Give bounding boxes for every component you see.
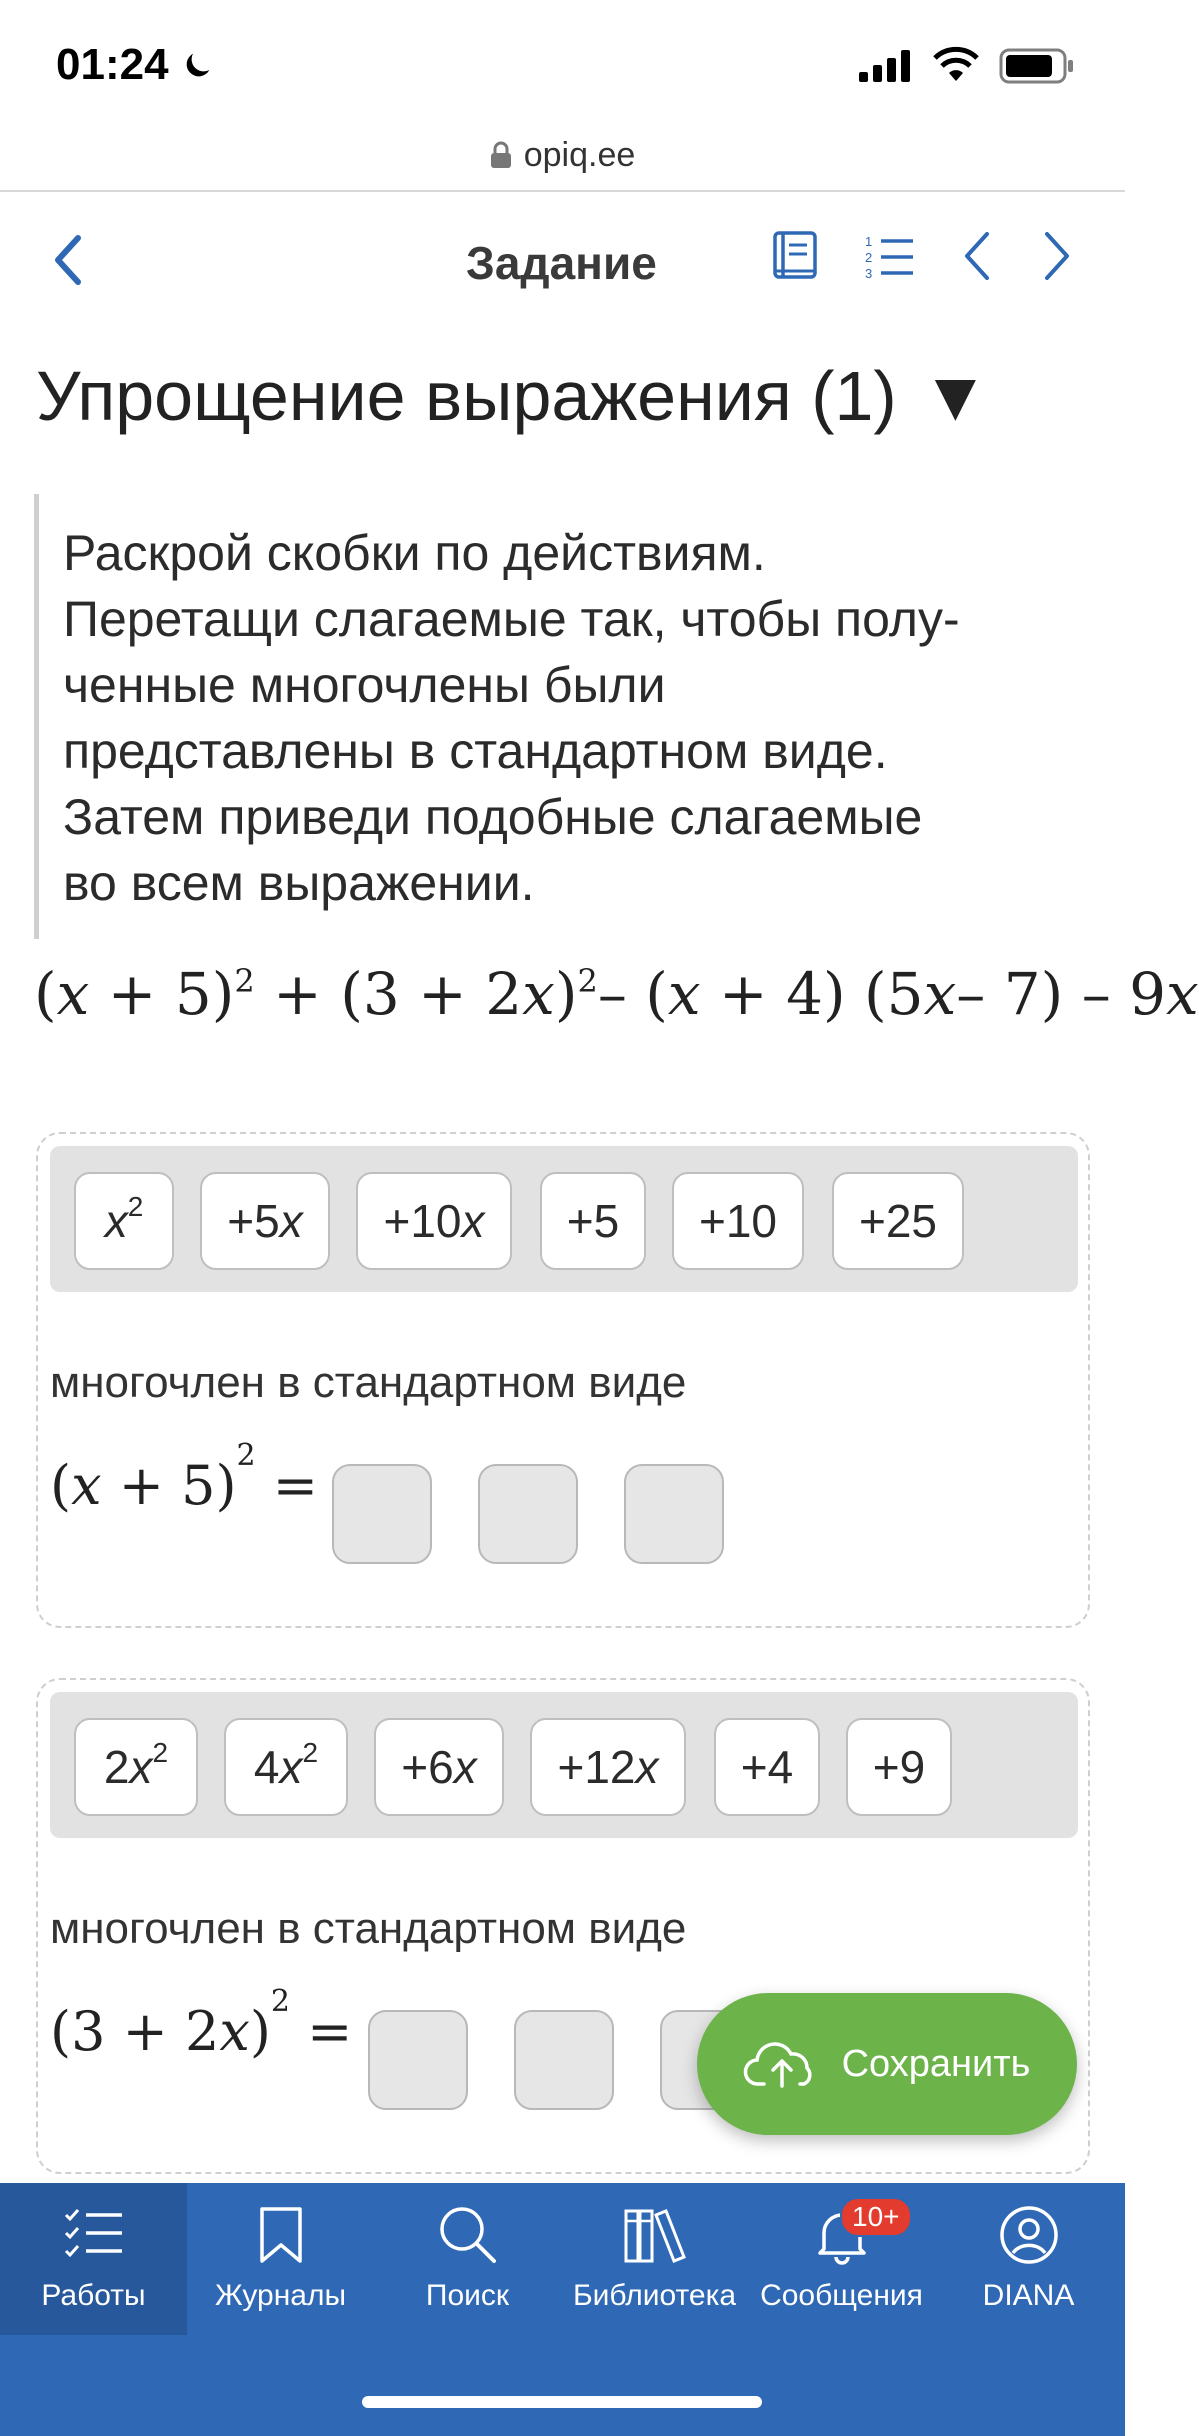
- moon-icon: [181, 48, 215, 82]
- tab-profile[interactable]: [935, 2183, 1122, 2335]
- numbered-list-icon[interactable]: [863, 232, 915, 280]
- chevron-left-icon: [48, 230, 88, 290]
- cloud-upload-icon: [744, 2038, 820, 2090]
- term-tile[interactable]: x $^2$: [74, 1172, 174, 1270]
- wifi-icon: [933, 49, 979, 83]
- drop-slot[interactable]: [624, 1464, 724, 1564]
- user-icon: [999, 2205, 1059, 2265]
- save-button-label: Сохранить: [841, 2042, 1031, 2085]
- instruction-line: Затем приведи подобные слагаемые: [63, 789, 923, 845]
- term-tiles: [50, 1692, 1078, 1838]
- instruction-line: ченные многочлены были: [63, 657, 666, 713]
- term-tile[interactable]: +12 x: [530, 1718, 686, 1816]
- nav-actions: [771, 228, 1075, 284]
- math-expression: $(x + 5)^2 + (3 + 2x)^2-$ (x + 4) (5x– 7) – 9x: [34, 960, 1199, 1028]
- chevron-left-icon[interactable]: [959, 228, 995, 284]
- notification-badge: 10+: [840, 2197, 912, 2237]
- instruction-line: представлены в стандартном виде.: [63, 723, 888, 779]
- clock-time: 01:24: [56, 40, 169, 89]
- home-indicator[interactable]: [362, 2396, 762, 2408]
- tab-label: Работы: [41, 2279, 146, 2312]
- term-tile[interactable]: +10: [672, 1172, 804, 1270]
- drop-slot[interactable]: [514, 2010, 614, 2110]
- back-button[interactable]: [48, 230, 88, 295]
- tab-label: DIANA: [982, 2279, 1075, 2312]
- tab-label: Сообщения: [760, 2279, 923, 2312]
- tab-label: Библиотека: [572, 2279, 737, 2312]
- book-icon[interactable]: [771, 230, 819, 282]
- term-tile[interactable]: +5 x: [200, 1172, 330, 1270]
- library-icon: [622, 2205, 688, 2265]
- task-label: многочлен в стандартном виде: [50, 1904, 687, 1953]
- page-title-text: Упрощение выражения (1): [36, 357, 897, 435]
- dropdown-arrow-icon: ▼: [920, 357, 991, 435]
- page-title[interactable]: [36, 356, 990, 436]
- term-tile[interactable]: +10 x: [356, 1172, 512, 1270]
- bookmark-icon: [256, 2205, 306, 2265]
- address-bar[interactable]: [0, 118, 1125, 192]
- svg-text:2: 2: [865, 250, 873, 265]
- save-button[interactable]: [697, 1993, 1077, 2135]
- divider: [0, 190, 1125, 192]
- term-tile[interactable]: +5: [540, 1172, 646, 1270]
- tab-journals[interactable]: [187, 2183, 374, 2335]
- tab-search[interactable]: [374, 2183, 561, 2335]
- svg-text:1: 1: [865, 234, 873, 249]
- term-tile[interactable]: +6 x: [374, 1718, 504, 1816]
- tab-library[interactable]: [561, 2183, 748, 2335]
- svg-text:3: 3: [865, 266, 873, 281]
- drop-slot[interactable]: [368, 2010, 468, 2110]
- status-time: [56, 40, 215, 90]
- url-text: opiq.ee: [523, 135, 636, 174]
- checklist-icon: [62, 2205, 126, 2265]
- task-label: многочлен в стандартном виде: [50, 1358, 687, 1407]
- term-tile[interactable]: 4 x $^2$: [224, 1718, 348, 1816]
- term-tiles: [50, 1146, 1078, 1292]
- drop-slot[interactable]: [332, 1464, 432, 1564]
- tab-works[interactable]: [0, 2183, 187, 2335]
- term-tile[interactable]: +25: [832, 1172, 964, 1270]
- term-tile[interactable]: 2 x $^2$: [74, 1718, 198, 1816]
- instruction-line: Раскрой скобки по действиям.: [63, 525, 766, 581]
- search-icon: [438, 2205, 498, 2265]
- battery-icon: [999, 48, 1075, 84]
- tab-label: Поиск: [425, 2279, 510, 2312]
- nav-header: [0, 200, 1125, 320]
- equation-prefix: $(x + 5)^2$ =: [50, 1438, 319, 1517]
- status-indicators: [859, 48, 1075, 84]
- equation-prefix: $(3 + 2x)^2$ =: [50, 1984, 353, 2063]
- lock-icon: [490, 141, 512, 169]
- signal-icon: [859, 50, 913, 82]
- drop-slot[interactable]: [478, 1464, 578, 1564]
- nav-title: Задание: [466, 237, 657, 289]
- term-tile[interactable]: +4: [714, 1718, 820, 1816]
- instructions: [34, 494, 1094, 939]
- status-bar: [0, 0, 1125, 130]
- instruction-line: Перетащи слагаемые так, чтобы полу-: [63, 591, 960, 647]
- instruction-line: во всем выражении.: [63, 855, 535, 911]
- task-box-1: [36, 1132, 1090, 1628]
- tab-label: Журналы: [214, 2279, 347, 2312]
- term-tile[interactable]: +9: [846, 1718, 952, 1816]
- tab-messages[interactable]: [748, 2183, 935, 2335]
- chevron-right-icon[interactable]: [1039, 228, 1075, 284]
